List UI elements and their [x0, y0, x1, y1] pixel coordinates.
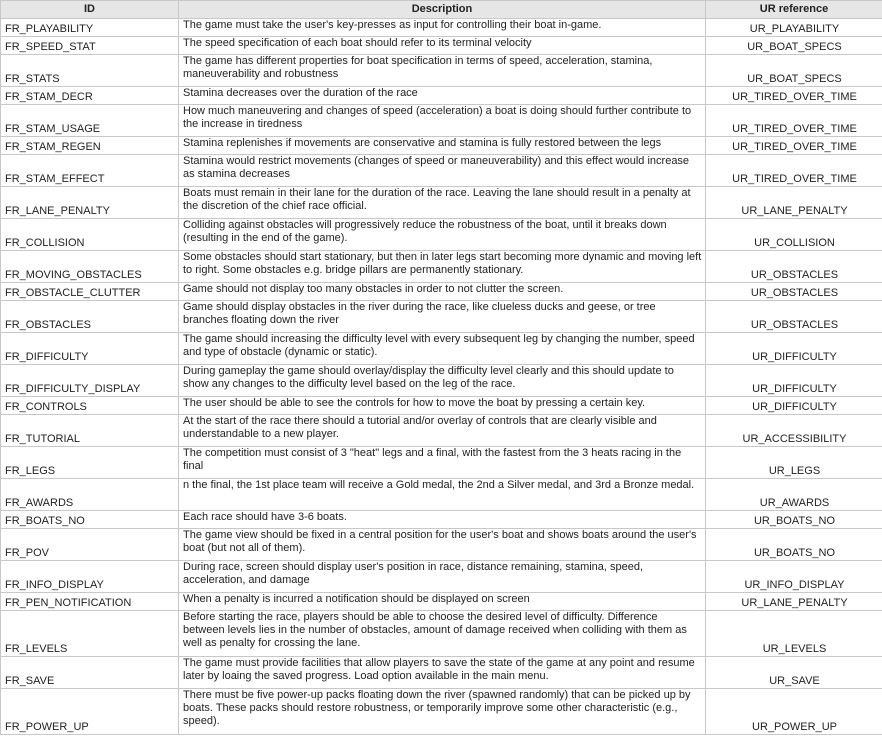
table-row: [1, 479, 882, 511]
requirement-id-cell: FR_AWARDS: [1, 479, 179, 511]
table-row: [1, 511, 882, 529]
requirement-id-cell: FR_PEN_NOTIFICATION: [1, 593, 179, 611]
requirement-description-cell: The game must provide facilities that allow players to save the state of the game at any point and resume later by loaing the saved progress. Load option available in the main menu.: [179, 657, 706, 689]
table-row: [1, 87, 882, 105]
requirement-id-cell: FR_CONTROLS: [1, 397, 179, 415]
ur-reference-cell: UR_POWER_UP: [706, 689, 882, 735]
ur-reference-cell: UR_DIFFICULTY: [706, 397, 882, 415]
ur-reference-cell: UR_OBSTACLES: [706, 251, 882, 283]
requirement-description-cell: n the final, the 1st place team will receive a Gold medal, the 2nd a Silver medal, and 3rd a Bronze medal.: [179, 479, 706, 511]
requirement-description-cell: Stamina would restrict movements (changes of speed or maneuverability) and this effect would increase as stamina decreases: [179, 155, 706, 187]
requirement-id-cell: FR_OBSTACLES: [1, 301, 179, 333]
requirement-description-cell: Boats must remain in their lane for the duration of the race. Leaving the lane should result in a penalty at the discretion of the chief race official.: [179, 187, 706, 219]
header-description: Description: [179, 1, 706, 19]
ur-reference-cell: UR_PLAYABILITY: [706, 19, 882, 37]
ur-reference-cell: UR_LANE_PENALTY: [706, 187, 882, 219]
table-row: [1, 37, 882, 55]
requirement-id-cell: FR_COLLISION: [1, 219, 179, 251]
ur-reference-cell: UR_TIRED_OVER_TIME: [706, 87, 882, 105]
table-row: [1, 397, 882, 415]
table-row: [1, 55, 882, 87]
requirement-description-cell: The game has different properties for boat specification in terms of speed, acceleration, stamina, maneuverability and robustness: [179, 55, 706, 87]
table-body: [1, 19, 882, 735]
ur-reference-cell: UR_LANE_PENALTY: [706, 593, 882, 611]
ur-reference-cell: UR_DIFFICULTY: [706, 333, 882, 365]
ur-reference-cell: UR_TIRED_OVER_TIME: [706, 137, 882, 155]
table-row: [1, 155, 882, 187]
ur-reference-cell: UR_ACCESSIBILITY: [706, 415, 882, 447]
ur-reference-cell: UR_DIFFICULTY: [706, 365, 882, 397]
table-row: [1, 283, 882, 301]
ur-reference-cell: UR_LEVELS: [706, 611, 882, 657]
table-row: [1, 333, 882, 365]
ur-reference-cell: UR_SAVE: [706, 657, 882, 689]
requirement-description-cell: Colliding against obstacles will progressively reduce the robustness of the boat, until it breaks down (resulting in the end of the game).: [179, 219, 706, 251]
requirement-id-cell: FR_STAM_EFFECT: [1, 155, 179, 187]
requirement-id-cell: FR_DIFFICULTY: [1, 333, 179, 365]
requirement-description-cell: During gameplay the game should overlay/display the difficulty level clearly and this should update to show any changes to the difficulty level based on the leg of the race.: [179, 365, 706, 397]
table-row: [1, 105, 882, 137]
requirement-description-cell: The competition must consist of 3 "heat" legs and a final, with the fastest from the 3 heats racing in the final: [179, 447, 706, 479]
ur-reference-cell: UR_BOATS_NO: [706, 511, 882, 529]
requirement-id-cell: FR_STATS: [1, 55, 179, 87]
header-row: [1, 1, 882, 19]
requirement-id-cell: FR_POWER_UP: [1, 689, 179, 735]
ur-reference-cell: UR_BOATS_NO: [706, 529, 882, 561]
requirement-id-cell: FR_LANE_PENALTY: [1, 187, 179, 219]
table-row: [1, 219, 882, 251]
requirement-description-cell: Before starting the race, players should be able to choose the desired level of difficulty. Difference between levels lies in the number of obstacles, amount of damage received when colliding with them as well as penalty for crossing the lane.: [179, 611, 706, 657]
requirement-id-cell: FR_BOATS_NO: [1, 511, 179, 529]
requirement-id-cell: FR_POV: [1, 529, 179, 561]
ur-reference-cell: UR_LEGS: [706, 447, 882, 479]
requirement-description-cell: Some obstacles should start stationary, but then in later legs start becoming more dynamic and moving left to right. Some obstacles e.g. bridge pillars are permanently stationary.: [179, 251, 706, 283]
requirement-id-cell: FR_STAM_DECR: [1, 87, 179, 105]
table-row: [1, 689, 882, 735]
requirement-id-cell: FR_SPEED_STAT: [1, 37, 179, 55]
table-row: [1, 447, 882, 479]
requirement-description-cell: The speed specification of each boat should refer to its terminal velocity: [179, 37, 706, 55]
header-ur-reference: UR reference: [706, 1, 882, 19]
requirement-description-cell: The game should increasing the difficulty level with every subsequent leg by changing the number, speed and type of obstacle (dynamic or static).: [179, 333, 706, 365]
requirement-id-cell: FR_DIFFICULTY_DISPLAY: [1, 365, 179, 397]
table-row: [1, 251, 882, 283]
ur-reference-cell: UR_TIRED_OVER_TIME: [706, 155, 882, 187]
requirement-description-cell: Game should not display too many obstacles in order to not clutter the screen.: [179, 283, 706, 301]
requirement-description-cell: The game view should be fixed in a central position for the user's boat and shows boats around the user's boat (but not all of them).: [179, 529, 706, 561]
requirement-description-cell: Each race should have 3-6 boats.: [179, 511, 706, 529]
requirement-id-cell: FR_LEVELS: [1, 611, 179, 657]
requirement-id-cell: FR_TUTORIAL: [1, 415, 179, 447]
requirement-id-cell: FR_STAM_USAGE: [1, 105, 179, 137]
ur-reference-cell: UR_OBSTACLES: [706, 301, 882, 333]
table-row: [1, 561, 882, 593]
table-row: [1, 301, 882, 333]
requirement-description-cell: Stamina decreases over the duration of the race: [179, 87, 706, 105]
table-row: [1, 593, 882, 611]
table-row: [1, 415, 882, 447]
ur-reference-cell: UR_AWARDS: [706, 479, 882, 511]
table-row: [1, 365, 882, 397]
table-row: [1, 657, 882, 689]
requirement-id-cell: FR_SAVE: [1, 657, 179, 689]
ur-reference-cell: UR_OBSTACLES: [706, 283, 882, 301]
table-row: [1, 187, 882, 219]
ur-reference-cell: UR_TIRED_OVER_TIME: [706, 105, 882, 137]
requirement-id-cell: FR_PLAYABILITY: [1, 19, 179, 37]
requirement-description-cell: There must be five power-up packs floating down the river (spawned randomly) that can be picked up by boats. These packs should restore robustness, or temporarily improve some other characteristic (e.g., speed).: [179, 689, 706, 735]
requirement-id-cell: FR_LEGS: [1, 447, 179, 479]
table-row: [1, 529, 882, 561]
requirement-id-cell: FR_STAM_REGEN: [1, 137, 179, 155]
requirement-description-cell: The game must take the user's key-presses as input for controlling their boat in-game.: [179, 19, 706, 37]
requirement-description-cell: During race, screen should display user's position in race, distance remaining, stamina, speed, acceleration, and damage: [179, 561, 706, 593]
requirement-id-cell: FR_INFO_DISPLAY: [1, 561, 179, 593]
ur-reference-cell: UR_COLLISION: [706, 219, 882, 251]
ur-reference-cell: UR_BOAT_SPECS: [706, 55, 882, 87]
ur-reference-cell: UR_BOAT_SPECS: [706, 37, 882, 55]
requirement-description-cell: When a penalty is incurred a notification should be displayed on screen: [179, 593, 706, 611]
table-row: [1, 19, 882, 37]
header-id: ID: [1, 1, 179, 19]
ur-reference-cell: UR_INFO_DISPLAY: [706, 561, 882, 593]
requirement-description-cell: The user should be able to see the controls for how to move the boat by pressing a certain key.: [179, 397, 706, 415]
requirement-description-cell: Stamina replenishes if movements are conservative and stamina is fully restored between the legs: [179, 137, 706, 155]
requirement-id-cell: FR_MOVING_OBSTACLES: [1, 251, 179, 283]
table-row: [1, 137, 882, 155]
requirement-description-cell: How much maneuvering and changes of speed (acceleration) a boat is doing should further contribute to the increase in tiredness: [179, 105, 706, 137]
table-row: [1, 611, 882, 657]
requirement-id-cell: FR_OBSTACLE_CLUTTER: [1, 283, 179, 301]
requirement-description-cell: At the start of the race there should a tutorial and/or overlay of controls that are clearly visible and understandable to a new player.: [179, 415, 706, 447]
requirement-description-cell: Game should display obstacles in the river during the race, like clueless ducks and geese, or tree branches floating down the river: [179, 301, 706, 333]
